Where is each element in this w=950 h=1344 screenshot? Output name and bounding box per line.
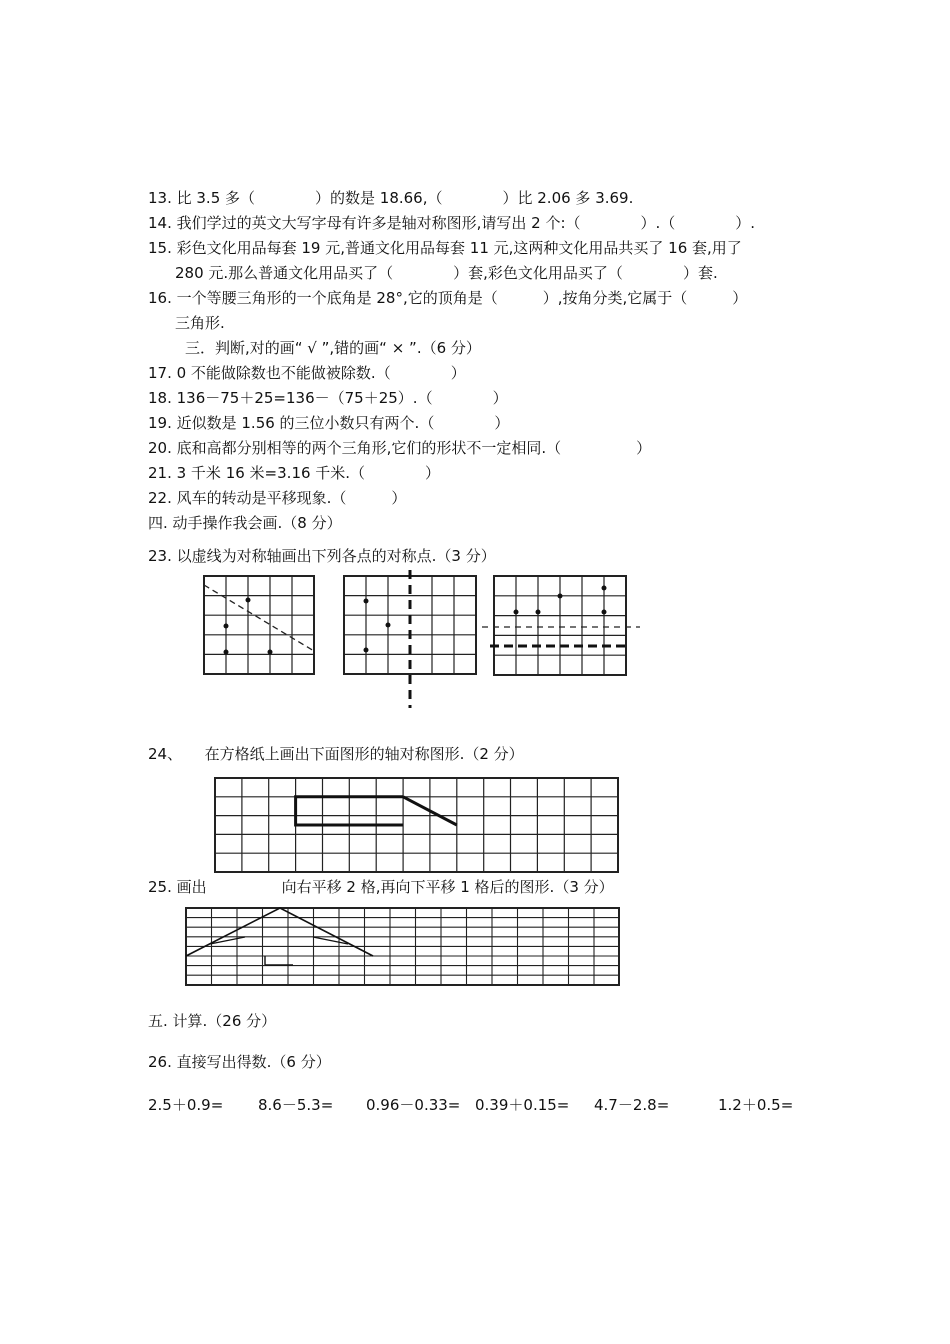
question-19: 19. 近似数是 1.56 的三位小数只有两个.（ ） (148, 414, 510, 432)
question-22: 22. 风车的转动是平移现象.（ ） (148, 489, 407, 507)
calc-4: 0.39＋0.15= (475, 1096, 570, 1114)
point (224, 650, 229, 655)
question-17: 17. 0 不能做除数也不能做被除数.（ ） (148, 364, 466, 382)
calc-2: 8.6－5.3= (258, 1096, 334, 1114)
point (364, 599, 369, 604)
question-16-line2: 三角形. (175, 314, 225, 332)
symmetry-grid-1 (203, 575, 315, 675)
point (364, 648, 369, 653)
question-14: 14. 我们学过的英文大写字母有许多是轴对称图形,请写出 2 个:（ ）.（ ）. (148, 214, 756, 232)
translation-grid (185, 907, 625, 987)
point (386, 623, 391, 628)
symmetry-grid-2 (343, 570, 478, 710)
question-15-line2: 280 元.那么普通文化用品买了（ ）套,彩色文化用品买了（ ）套. (175, 264, 718, 282)
section-4-heading: 四. 动手操作我会画.（8 分） (148, 514, 342, 532)
question-21: 21. 3 千米 16 米=3.16 千米.（ ） (148, 464, 441, 482)
calc-1: 2.5＋0.9= (148, 1096, 224, 1114)
section-3-heading: 三．判断,对的画“ √ ”,错的画“ × ”.（6 分） (185, 339, 481, 357)
axis-symmetry-grid (214, 777, 620, 875)
section-5-heading: 五. 计算.（26 分） (148, 1012, 277, 1030)
point (224, 624, 229, 629)
point (514, 610, 519, 615)
point (602, 586, 607, 591)
symmetry-grid-3 (482, 575, 642, 677)
question-15-line1: 15. 彩色文化用品每套 19 元,普通文化用品每套 11 元,这两种文化用品共买了 16 套,用了 (148, 239, 742, 257)
point (602, 610, 607, 615)
point (268, 650, 273, 655)
question-26: 26. 直接写出得数.（6 分） (148, 1053, 331, 1071)
question-13: 13. 比 3.5 多（ ）的数是 18.66,（ ）比 2.06 多 3.69. (148, 189, 634, 207)
calc-6: 1.2＋0.5= (718, 1096, 794, 1114)
question-25: 25. 画出 向右平移 2 格,再向下平移 1 格后的图形.（3 分） (148, 878, 614, 896)
question-24: 24、 在方格纸上画出下面图形的轴对称图形.（2 分） (148, 745, 524, 763)
point (536, 610, 541, 615)
point (558, 594, 563, 599)
calc-3: 0.96－0.33= (366, 1096, 461, 1114)
question-18: 18. 136－75＋25=136－（75＋25）.（ ） (148, 389, 508, 407)
calc-5: 4.7－2.8= (594, 1096, 670, 1114)
question-16-line1: 16. 一个等腰三角形的一个底角是 28°,它的顶角是（ ）,按角分类,它属于（ ） (148, 289, 748, 307)
figure-shape (186, 908, 373, 956)
question-20: 20. 底和高都分别相等的两个三角形,它们的形状不一定相同.（ ） (148, 439, 652, 457)
point (246, 598, 251, 603)
question-23: 23. 以虚线为对称轴画出下列各点的对称点.（3 分） (148, 547, 496, 565)
